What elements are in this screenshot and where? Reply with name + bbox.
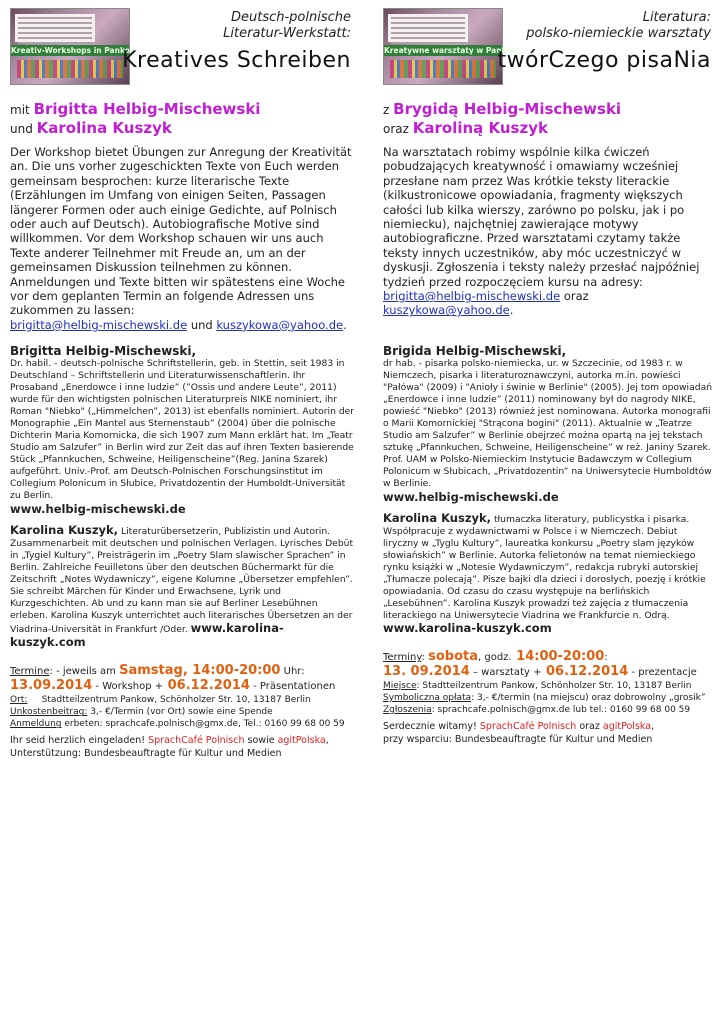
name-karolina: Karolina Kuszyk — [36, 119, 172, 137]
invitation: Ihr seid herzlich eingeladen! SprachCafé Polnisch sowie agitPolska, Unterstützung: Bundesbeauftragte für Kultur und Medien — [10, 735, 329, 760]
email-link-brigitta[interactable]: brigitta@helbig-mischewski.de — [383, 289, 561, 304]
workshop-photo — [10, 8, 137, 85]
intro-paragraph: Na warsztatach robimy wspólnie kilka ćwiczeń pobudzających kreatywność i omawiamy wcześniej przesłane nam przez Was krótkie teksty literackie (kilkustronicowe opowiadania, fragmenty większych całości lub kilka wierszy, zarówno po polsku, jak i po niemiecku), najchętniej zawierające motywy autobiograficzne. Przed warsztatami czytamy także teksty innych uczestników, aby móc uczestniczyć w dyskusji. Zgłoszenia i teksty należy przesłać najpóźniej tydzień przed rozpoczęciem kursu na adresy: brigitta@helbig-mischewski.de oraz kuszykowa@yahoo.de. — [383, 145, 700, 318]
header — [10, 0, 355, 96]
header — [383, 0, 715, 96]
bio-heading-brigitta: Brigida Helbig-Mischewski, — [383, 343, 567, 358]
decorative-title: Kreatives Schreiben — [122, 48, 351, 73]
web-link-karolina[interactable]: www.karolina-kuszyk.com — [383, 620, 552, 635]
header-title: Deutsch-polnische Literatur-Werkstatt: — [223, 10, 351, 41]
schedule: Termine: - jeweils am Samstag, 14:00-20:00 Uhr: 13.09.2014 - Workshop + 06.12.2014 - Präsentationen Ort: Stadtteilzentrum Pankow, Schönholzer Str. 10, 13187 Berlin Unkostenbeitrag: 3,- €/Termin (vor Ort) sowie eine Spende Anmeldung erbeten: sprachcafe.polnisch@gmx.de, Tel.: 0160 99 68 00 59 — [10, 663, 345, 730]
email-link-karolina[interactable]: kuszykowa@yahoo.de — [383, 303, 510, 318]
org-sprachcafe: SprachCafé Polnisch — [479, 720, 577, 732]
bio-brigitta: dr hab. - pisarka polsko-niemiecka, ur. w Szczecinie, od 1983 r. w Niemczech, pisarka i literaturoznawczyni, autorka m.in. powieści "Pałówa" (2009) i "Anioły i świnie w Berlinie" (2005). Jej tom opowiadań „Enerdowce i inne ludzie” (2011) nominowany był do nagrody NIKE, powieść "Niebko" (2013) również jest nominowana. Autorka monografii o Marii Komornickiej "Strącona bogini" (2011). Aktualnie w „Teatrze Studio am Salzufer” w Berlinie obejrzeć można opartą na jej tekstach sztukę „Pfannkuchen, Schweine, Heiligenscheine” w reż. Janiny Szarek. Prof. UAM w Polsko-Niemieckim Instytucie Badawczym w Collegium Polonicum w Słubicach, „Privatdozentin” na Uniwersytecie Humboldtów w Berlinie. — [383, 357, 713, 489]
name-brigitta: Brigitta Helbig-Mischewski — [33, 100, 261, 118]
bio-brigitta: Dr. habil. - deutsch-polnische Schriftstellerin, geb. in Stettin, seit 1983 in Deutschland – Schriftstellerin und Literaturwissenschaftlerin. Ihr Prosaband „Enerdowce i inne ludzie” (”Ossis und andere Leute”, 2011) wurde für den wichtigsten polnischen Literaturpreis NIKE nominiert, ihr Roman "Niebko" („Himmelchen”, 2013) ist ebenfalls nominiert. Autorin der Monographie „Ein Mantel aus Sternenstaub” (2004) über die polnische Dichterin Maria Komornicka, die sich 1907 zum Mann erklärt hat. Im „Teatr Studio am Salzufer” in Berlin wird zur Zeit das auf ihren Texten basierende Stück „Pfannkuchen, Schweine, Heiligenscheine”(Reg. Janina Szarek) aufgeführt. Univ.-Prof. am Deutsch-Polnischen Forschungsinstitut im Collegium Polonicum in Słubice, Privatdozentin der Humboldt-Universität zu Berlin. — [10, 358, 355, 502]
web-link-karolina[interactable]: www.karolina-kuszyk.com — [10, 621, 284, 650]
bio-heading-brigitta: Brigitta Helbig-Mischewski, — [10, 344, 197, 359]
decorative-title: twórCzego pisaNia — [497, 48, 711, 73]
email-link-brigitta[interactable]: brigitta@helbig-mischewski.de — [10, 317, 188, 332]
org-sprachcafe: SprachCafé Polnisch — [148, 735, 245, 747]
date-presentation: 06.12.2014 — [163, 678, 250, 694]
org-agitpolska: agitPolska — [602, 720, 652, 732]
email-link-karolina[interactable]: kuszykowa@yahoo.de — [216, 317, 344, 332]
date-workshop: 13. 09.2014 — [383, 663, 470, 679]
workshop-photo — [383, 8, 519, 85]
names: mit Brigitta Helbig-Mischewski und Karolina Kuszyk — [10, 100, 261, 137]
org-agitpolska: agitPolska — [277, 735, 326, 747]
names: z Brygidą Helbig-Mischewski oraz Karoliną Kuszyk — [383, 100, 622, 137]
photo-banner: Kreativ-Workshops in Pankow — [11, 46, 137, 55]
intro-paragraph: Der Workshop bietet Übungen zur Anregung der Kreativität an. Die uns vorher zugeschickten Texte von Euch werden gemeinsam besprochen: kurze literarische Texte (Erzählungen im Umfang von einigen Seiten, Passagen längerer Formen oder auch einige Gedichte, auf Polnisch oder auch auf Deutsch). Autobiografische Motive sind willkommen. Vor dem Workshop schauen wir uns auch Texte anderer Teilnehmer mit Freude an, um an der gemeinsamen Diskussion teilnehmen zu können. Anmeldungen und Texte bitten wir spätestens eine Woche vor dem geplanten Termin an folgende Adressen uns zukommen zu lassen: brigitta@helbig-mischewski.de und kuszykowa@yahoo.de. — [10, 145, 352, 332]
bio-karolina: Karolina Kuszyk, Literaturübersetzerin, Publizistin und Autorin. Zusammenarbeit mit deutschen und polnischen Verlagen. Lyrisches Debüt in „Tygiel Kultury”, Preisträgerin im „Poetry Slam slawischer Sprachen” in Berlin. Zahlreiche Feuilletons über den deutschen Büchermarkt für die Zeitschrift „Notes Wydawniczy”, eigene Kolumne „Übersetzer empfehlen”. Sie schreibt Märchen für Kinder und Erwachsene, Lyrik und Kurzgeschichten. Ab und zu kann man sie auf Berliner Lesebühnen erleben. Karolina Kuszyk unterrichtet auch literarisches Übersetzen an der Viadrina-Universität in Frankfurt /Oder. www.karolina-kuszyk.com — [10, 523, 354, 650]
photo-banner: Kreatywne warsztaty w Pankow — [384, 46, 519, 55]
name-brigitta: Brygidą Helbig-Mischewski — [393, 100, 622, 118]
polish-column — [383, 0, 715, 746]
date-presentation: 06.12.2014 — [541, 663, 629, 679]
date-workshop: 13.09.2014 — [10, 678, 93, 694]
german-column — [10, 0, 355, 760]
invitation: Serdecznie witamy! SprachCafé Polnisch oraz agitPolska, przy wsparciu: Bundesbeauftragte für Kultur und Medien — [383, 720, 655, 745]
web-link-brigitta[interactable]: www.helbig-mischewski.de — [383, 489, 559, 504]
bio-karolina: Karolina Kuszyk, tłumaczka literatury, publicystka i pisarka. Współpracuje z wydawnictwami w Polsce i w Niemczech. Debiut liryczny w „Tyglu Kultury”, laureatka konkursu „Poetry slam języków słowiańskich” w Berlinie. Autorka felietonów na temat niemieckiego rynku książki w „Notesie Wydawniczym”, redakcja rubryki autorskiej „Tłumacze polecają”. Pisze bajki dla dzieci i dorosłych, poezję i krótkie opowiadania. Od czasu do czasu występuje na berlińskich „Lesebühnen”. Karolina Kuszyk prowadzi też zajęcia z tłumaczenia literackiego na Uniwersytecie Viadrina we Frankfurcie n. Odrą. www.karolina-kuszyk.com — [383, 510, 706, 635]
header-title: Literatura: polsko-niemieckie warsztaty — [526, 10, 711, 41]
name-karolina: Karoliną Kuszyk — [412, 119, 548, 137]
web-link-brigitta[interactable]: www.helbig-mischewski.de — [10, 502, 186, 517]
schedule: Terminy: sobota, godz. 14:00-20:00: 13. 09.2014 – warsztaty + 06.12.2014 - prezentacje Miejsce: Stadtteilzentrum Pankow, Schönholzer Str. 10, 13187 Berlin Symboliczna opłata: 3,- €/termin (na miejscu) oraz dobrowolny „grosik” Zgłoszenia: sprachcafe.polnisch@gmx.de lub tel.: 0160 99 68 00 59 — [383, 648, 706, 715]
